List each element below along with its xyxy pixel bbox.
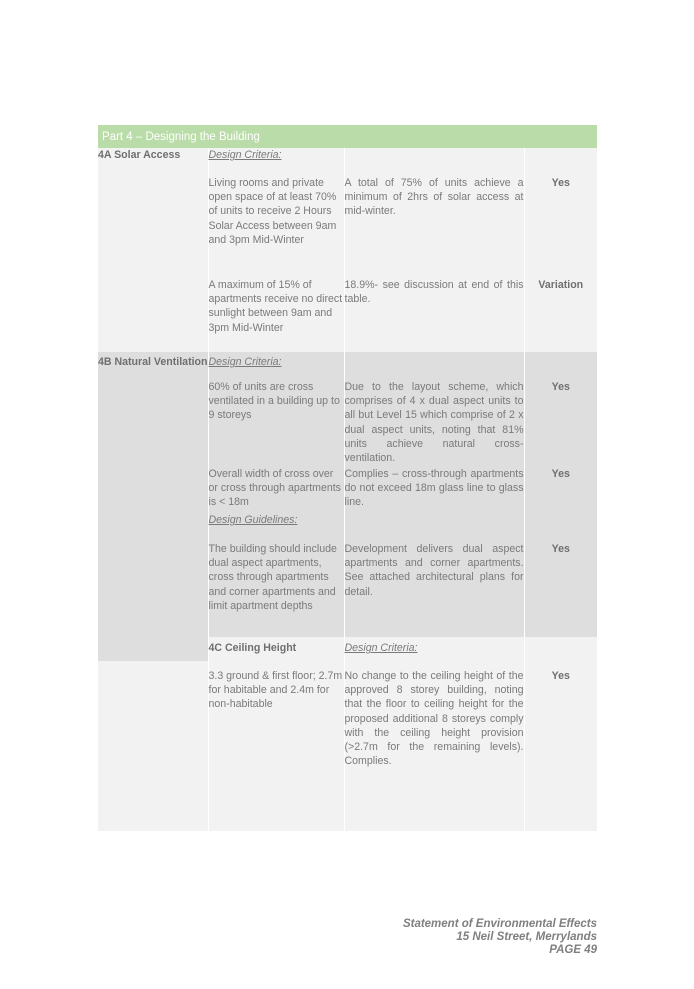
status-yes: Yes: [524, 537, 597, 637]
response: Due to the layout scheme, which comprises of 4 x dual aspect units to all but Level 15 which comprise of 2 x dual aspect units, noting that 81% units achieve natural cross-ventilation.: [344, 372, 524, 466]
table-row: [98, 277, 597, 352]
status-variation: Variation: [524, 277, 597, 352]
response: No change to the ceiling height of the approved 8 storey building, noting that the floor to ceiling height for the proposed additional 8 storeys comply with the ceiling height provision (>2.7m for the remaining levels). Complies.: [344, 661, 524, 831]
criteria-heading: Design Criteria:: [208, 352, 344, 372]
response: Complies – cross-through apartments do not exceed 18m glass line to glass line.: [344, 466, 524, 513]
status-yes: Yes: [524, 466, 597, 513]
footer-address: 15 Neil Street, Merrylands: [456, 931, 597, 943]
table-header: Part 4 – Designing the Building: [98, 125, 597, 148]
footer-page-number: PAGE 49: [549, 944, 597, 956]
table-header-row: [98, 125, 597, 148]
criteria-heading: Design Criteria:: [344, 637, 524, 661]
table-row: [98, 661, 597, 831]
table-row: [98, 148, 597, 168]
criterion: Overall width of cross over or cross through apartments is < 18m: [208, 466, 344, 513]
status-yes: Yes: [524, 661, 597, 831]
response: A total of 75% of units achieve a minimum of 2hrs of solar access at mid-winter.: [344, 168, 524, 277]
criterion: A maximum of 15% of apartments receive no direct sunlight between 9am and 3pm Mid-Winter: [208, 277, 344, 352]
page-footer: [403, 918, 597, 957]
footer-document-title: Statement of Environmental Effects: [402, 918, 597, 930]
criterion: The building should include dual aspect apartments, cross through apartments and corner apartments and limit apartment depths: [208, 537, 344, 637]
criteria-heading: Design Criteria:: [208, 148, 344, 168]
section-title-ventilation: 4B Natural Ventilation: [98, 352, 208, 661]
compliance-table: [98, 125, 597, 831]
section-title-ceiling: 4C Ceiling Height: [208, 637, 344, 661]
criterion: Living rooms and private open space of at least 70% of units to receive 2 Hours Solar Access between 9am and 3pm Mid-Winter: [208, 168, 344, 277]
guidelines-heading: Design Guidelines:: [208, 513, 344, 537]
criterion: 3.3 ground & first floor; 2.7m for habitable and 2.4m for non-habitable: [208, 661, 344, 831]
response: 18.9%- see discussion at end of this table.: [344, 277, 524, 352]
section-title-solar: 4A Solar Access: [98, 148, 208, 168]
criterion: 60% of units are cross ventilated in a building up to 9 storeys: [208, 372, 344, 466]
table-row: [98, 168, 597, 277]
table-row: [98, 352, 597, 372]
status-yes: Yes: [524, 168, 597, 277]
status-yes: Yes: [524, 372, 597, 466]
response: Development delivers dual aspect apartments and corner apartments. See attached architectural plans for detail.: [344, 537, 524, 637]
